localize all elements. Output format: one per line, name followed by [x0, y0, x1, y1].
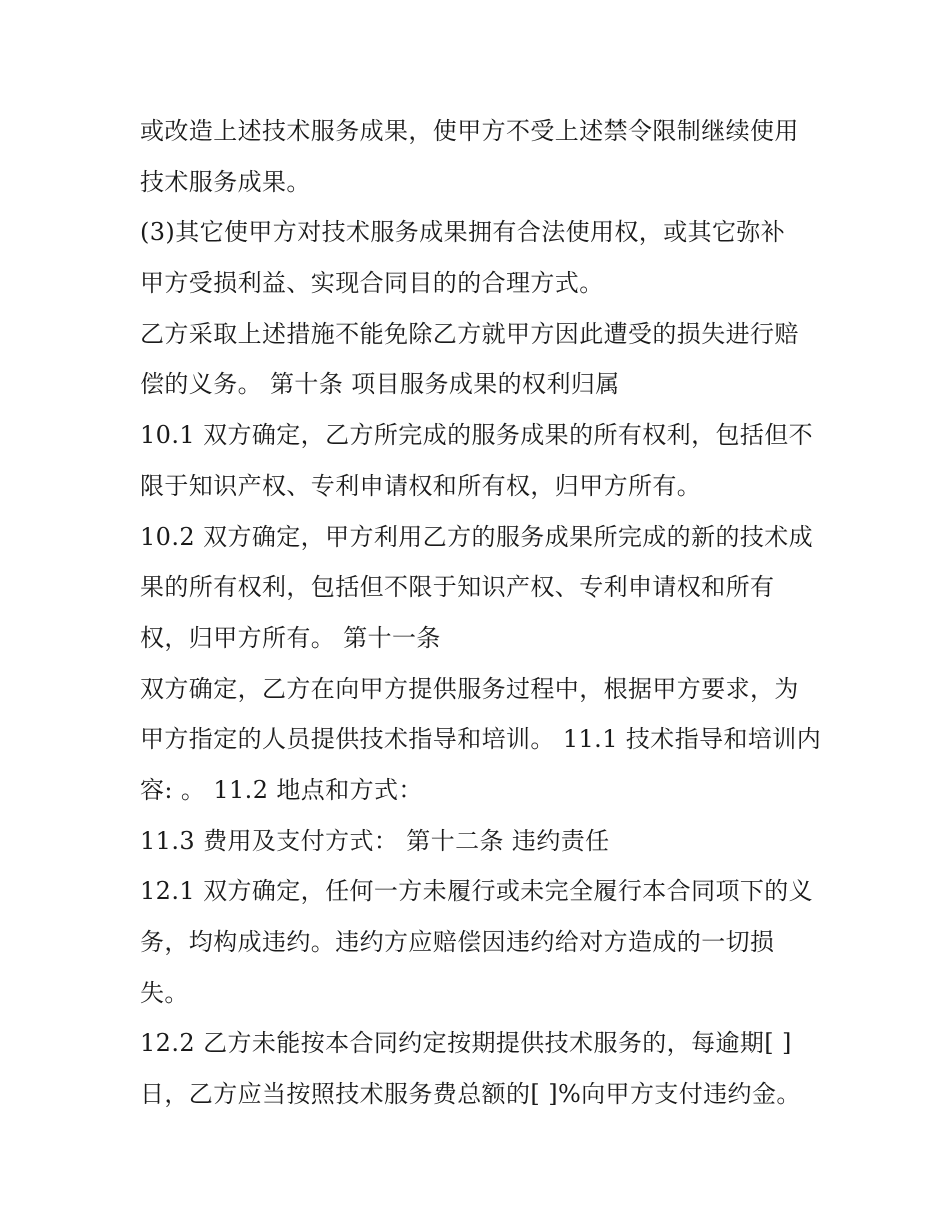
text-line: 失。 [140, 978, 189, 1007]
text-line: 乙方采取上述措施不能免除乙方就甲方因此遭受的损失进行赔 [140, 319, 799, 348]
text-line: 限于知识产权、专利申请权和所有权，归甲方所有。 [140, 471, 702, 500]
text-line: 10.2 双方确定，甲方利用乙方的服务成果所完成的新的技术成 [140, 522, 814, 551]
text-line: 12.1 双方确定，任何一方未履行或未完全履行本合同项下的义 [140, 877, 814, 906]
text-line: 甲方受损利益、实现合同目的的合理方式。 [140, 269, 604, 298]
text-line: (3)其它使甲方对技术服务成果拥有合法使用权，或其它弥补 [140, 218, 786, 247]
text-line: 12.2 乙方未能按本合同约定按期提供技术服务的，每逾期[ ] [140, 1029, 792, 1058]
text-line: 或改造上述技术服务成果，使甲方不受上述禁令限制继续使用 [140, 117, 799, 145]
text-line: 日，乙方应当按照技术服务费总额的[ ]%向甲方支付违约金。 [140, 1080, 801, 1109]
text-line: 务，均构成违约。违约方应赔偿因违约给对方造成的一切损 [140, 928, 775, 956]
document-body [140, 106, 820, 1120]
text-line: 果的所有权利，包括但不限于知识产权、专利申请权和所有 [140, 573, 775, 602]
text-line: 偿的义务。 第十条 项目服务成果的权利归属 [140, 370, 620, 399]
text-line: 技术服务成果。 [140, 167, 311, 196]
text-line: 容: 。 11.2 地点和方式： [140, 775, 423, 804]
text-line: 权，归甲方所有。 第十一条 [140, 623, 441, 652]
text-line: 双方确定，乙方在向甲方提供服务过程中，根据甲方要求，为 [140, 674, 799, 703]
text-line: 10.1 双方确定，乙方所完成的服务成果的所有权利，包括但不 [140, 421, 814, 450]
text-line: 11.3 费用及支付方式： 第十二条 违约责任 [140, 826, 610, 855]
text-line: 甲方指定的人员提供技术指导和培训。 11.1 技术指导和培训内 [140, 725, 822, 754]
